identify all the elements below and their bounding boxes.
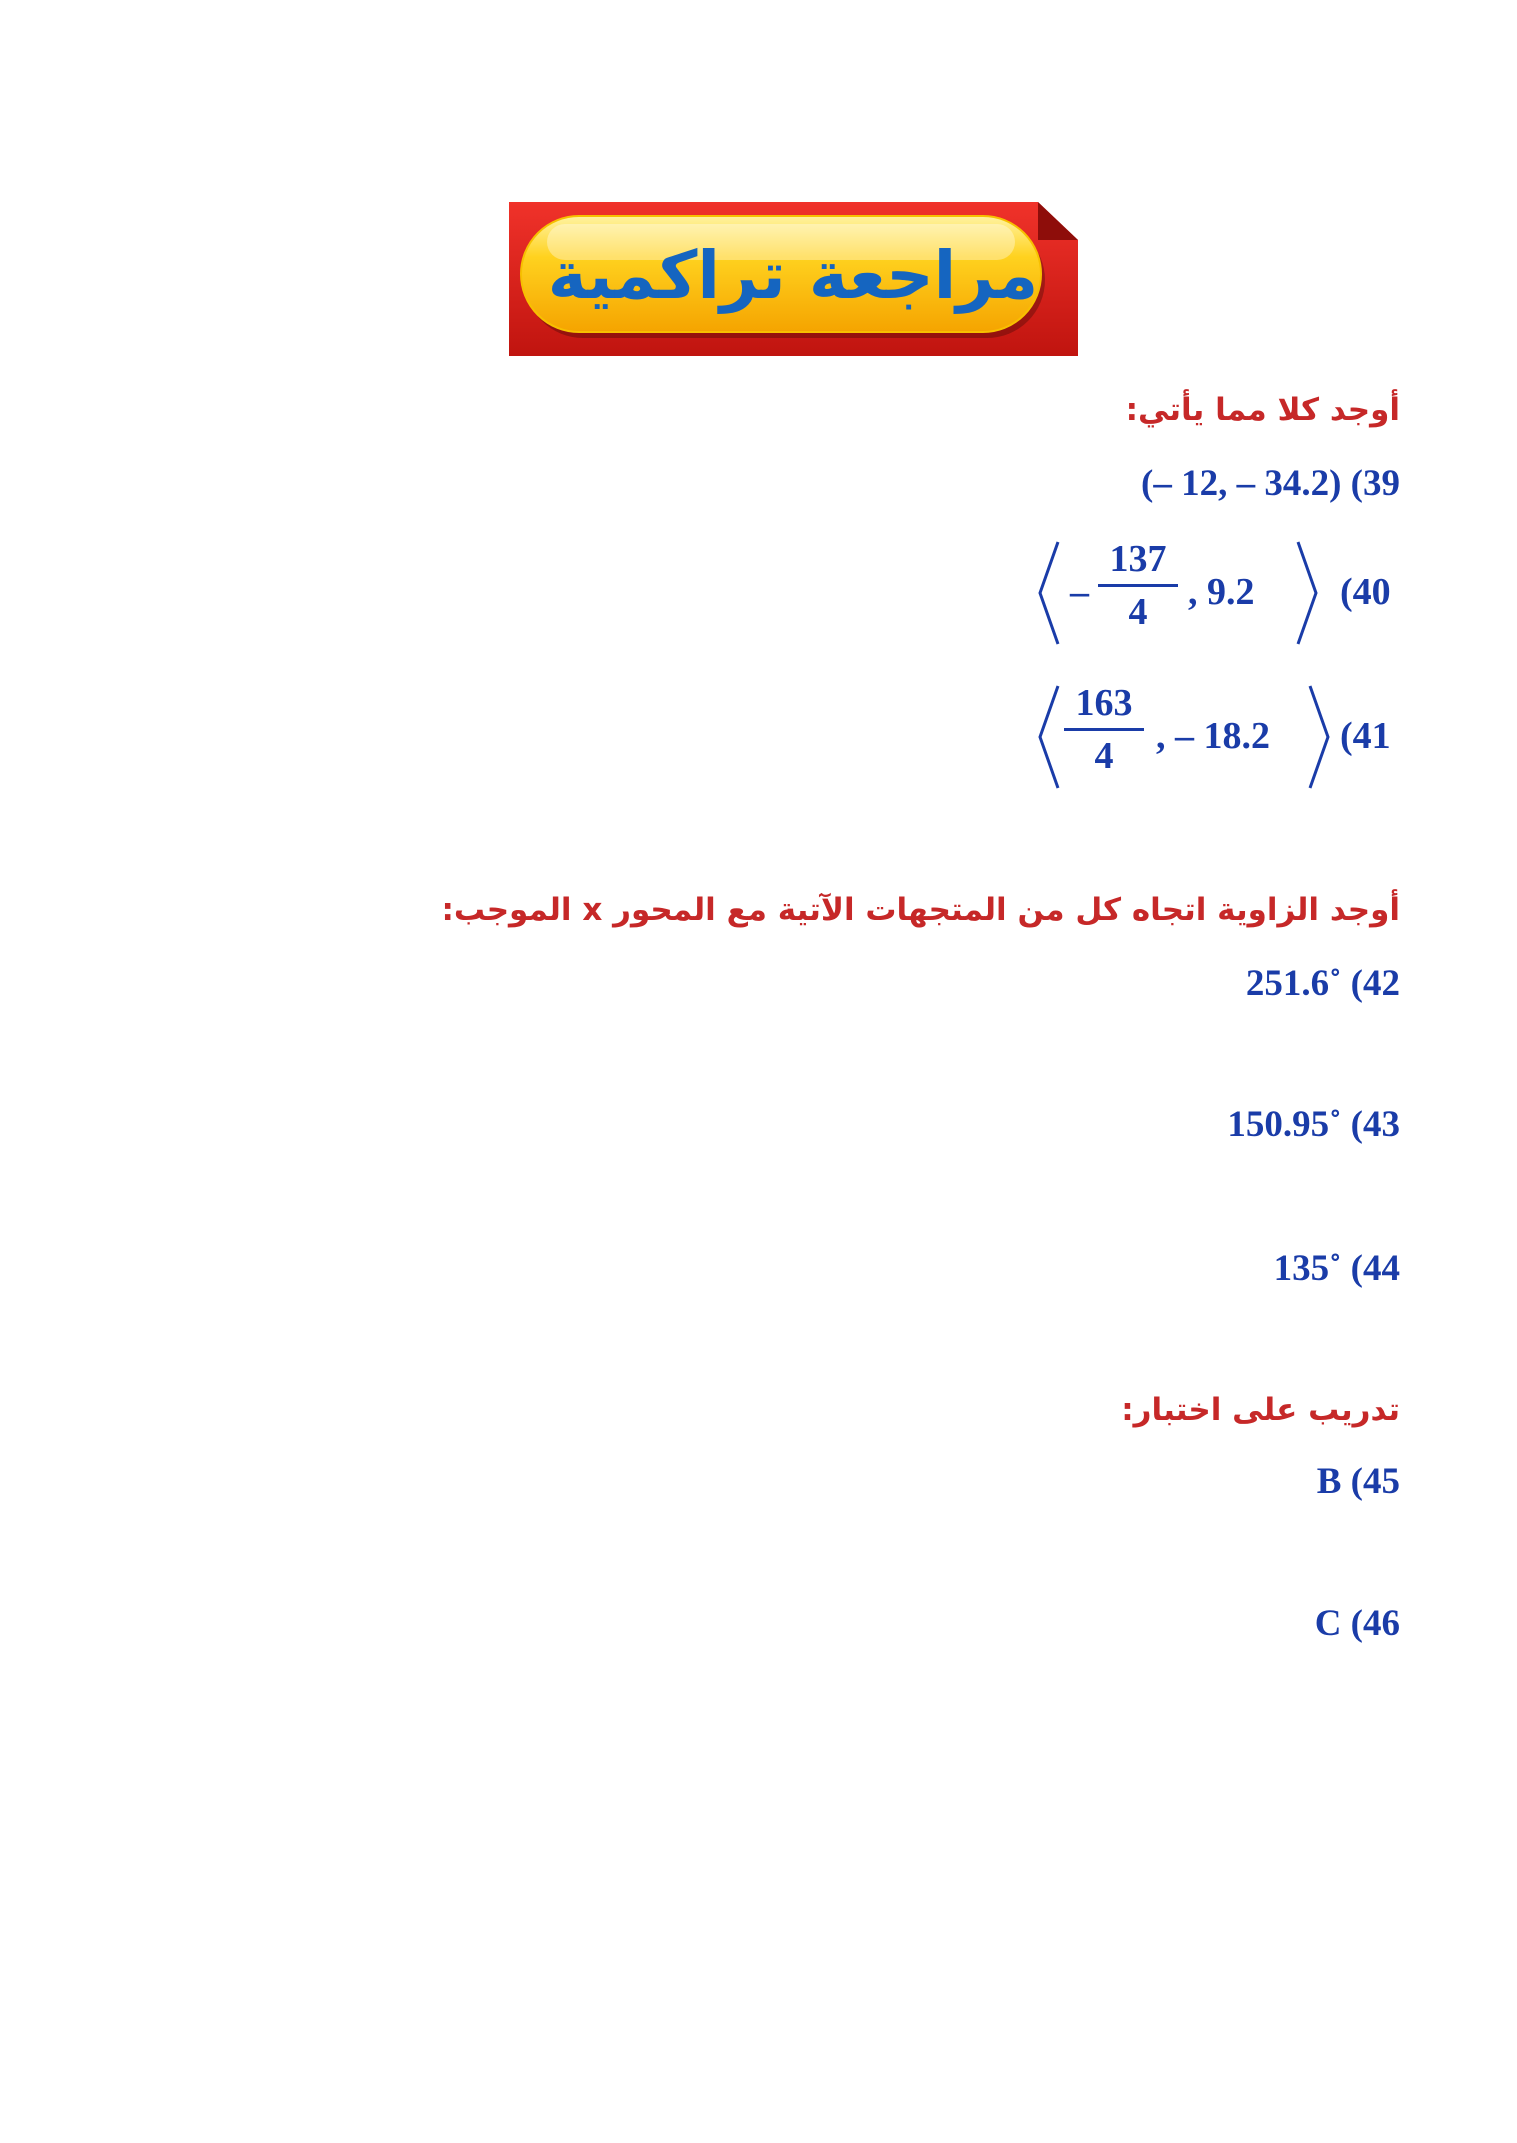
answer-40 (1030, 538, 1400, 648)
answer-45-value: B (1316, 1461, 1342, 1502)
fraction-bar (1098, 584, 1178, 587)
fraction-sign: – (1070, 571, 1089, 613)
section2-heading: أوجد الزاوية اتجاه كل من المتجهات الآتية مع المحور x الموجب: (441, 892, 1400, 928)
fraction-numerator: 163 (1075, 682, 1133, 724)
answer-42 (1246, 962, 1400, 1005)
fraction-denominator: 4 (1128, 591, 1148, 633)
answer-40-number: (40 (1340, 571, 1391, 613)
answer-43-value: 150.95˚ (1227, 1104, 1342, 1145)
vector-component: , – 18.2 (1156, 715, 1270, 757)
vector-component: , 9.2 (1188, 571, 1255, 613)
answer-46-value: C (1314, 1603, 1342, 1644)
fraction-numerator: 137 (1109, 538, 1167, 580)
answer-44-number: (44 (1350, 1248, 1400, 1289)
answer-39-value: (– 12, – 34.2) (1141, 463, 1342, 504)
answer-45 (1317, 1460, 1400, 1503)
answer-42-number: (42 (1350, 963, 1400, 1004)
answer-39 (1141, 462, 1400, 505)
answer-45-number: (45 (1350, 1461, 1400, 1502)
answer-46-number: (46 (1350, 1603, 1400, 1644)
fraction-163-4 (1064, 684, 1144, 775)
banner-title: مراجعة تراكمية (547, 236, 1039, 314)
fraction-137-4 (1098, 540, 1178, 631)
answer-44 (1274, 1247, 1400, 1290)
answer-39-number: (39 (1350, 463, 1400, 504)
answer-41 (1030, 682, 1400, 792)
fraction-bar (1064, 728, 1144, 731)
answer-44-value: 135˚ (1273, 1248, 1342, 1289)
section1-heading: أوجد كلا مما يأتي: (1125, 392, 1400, 428)
answer-46 (1315, 1602, 1400, 1645)
answer-43 (1227, 1103, 1400, 1146)
fraction-denominator: 4 (1094, 735, 1114, 777)
section3-heading: تدريب على اختبار: (1121, 1392, 1400, 1428)
answer-42-value: 251.6˚ (1245, 963, 1342, 1004)
answer-41-number: (41 (1340, 715, 1391, 757)
section-banner (503, 200, 1083, 358)
answer-43-number: (43 (1350, 1104, 1400, 1145)
